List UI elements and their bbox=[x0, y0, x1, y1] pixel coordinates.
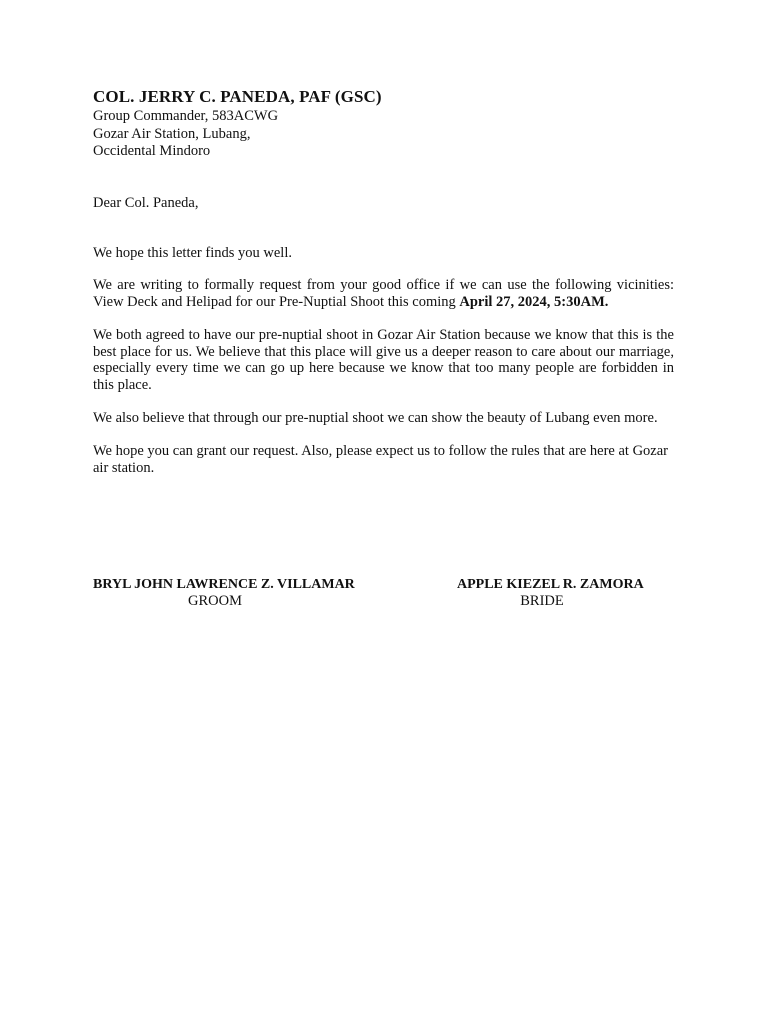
recipient-title: Group Commander, 583ACWG bbox=[93, 108, 279, 124]
groom-role: GROOM bbox=[188, 593, 242, 609]
paragraph-closing: We hope you can grant our request. Also, please expect us to follow the rules that are here at Gozar air station. bbox=[93, 442, 669, 476]
recipient-address-line-1: Gozar Air Station, Lubang, bbox=[93, 125, 251, 142]
recipient-name: COL. JERRY C. PANEDA, PAF (GSC) bbox=[93, 87, 382, 106]
groom-signature bbox=[93, 576, 365, 610]
paragraph-beauty: We also believe that through our pre-nuptial shoot we can show the beauty of Lubang even more. bbox=[93, 410, 658, 427]
salutation: Dear Col. Paneda, bbox=[93, 194, 199, 211]
letter-body bbox=[93, 86, 674, 476]
bride-signature bbox=[457, 576, 657, 610]
recipient-address-line-2: Occidental Mindoro bbox=[93, 143, 211, 159]
paragraph-greeting: We hope this letter finds you well. bbox=[93, 244, 292, 261]
bride-role: BRIDE bbox=[520, 593, 564, 609]
request-text: We are writing to formally request from your good office if we can use the following vicinities: View Deck and Helipad for our Pre-Nuptial Shoot this coming bbox=[93, 277, 674, 311]
signature-block bbox=[93, 576, 693, 616]
request-date-time: April 27, 2024, 5:30AM. bbox=[459, 294, 609, 311]
paragraph-reason: We both agreed to have our pre-nuptial shoot in Gozar Air Station because we know that this is the best place for us. We believe that this place will give us a deeper reason to care about our marriage, especially every time we can go up here because we know that too many people are forbidden in this place. bbox=[93, 326, 674, 394]
paragraph-request bbox=[93, 277, 674, 311]
groom-name: BRYL JOHN LAWRENCE Z. VILLAMAR bbox=[93, 577, 355, 592]
bride-name: APPLE KIEZEL R. ZAMORA bbox=[457, 577, 644, 592]
